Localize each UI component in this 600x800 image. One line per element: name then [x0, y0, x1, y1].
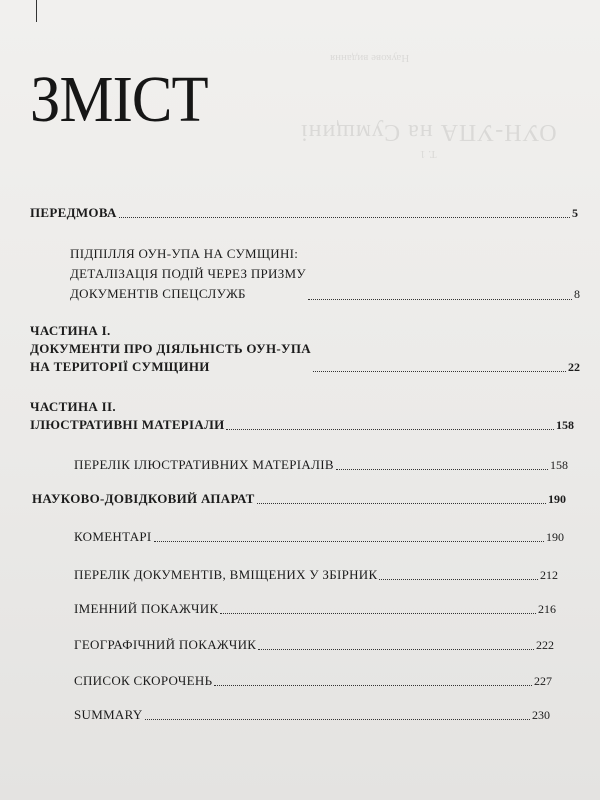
toc-page-number: 222	[536, 638, 554, 652]
toc-leader-dots	[257, 503, 546, 504]
toc-entry-label: ПЕРЕЛІК ІЛЮСТРАТИВНИХ МАТЕРІАЛІВ	[74, 457, 334, 472]
toc-leader-dots	[220, 613, 536, 614]
toc-entry-underground[interactable]	[70, 244, 580, 304]
toc-page-number: 158	[556, 418, 574, 432]
toc-entry-label: ЧАСТИНА І. ДОКУМЕНТИ ПРО ДІЯЛЬНІСТЬ ОУН-УПА НА ТЕРИТОРІЇ СУМЩИНИ	[30, 323, 311, 374]
toc-entry-label: КОМЕНТАРІ	[74, 529, 152, 544]
toc-page-number: 22	[568, 360, 580, 374]
toc-page-number: 230	[532, 708, 550, 722]
toc-entry-label: ГЕОГРАФІЧНИЙ ПОКАЖЧИК	[74, 637, 257, 652]
toc-leader-dots	[119, 217, 570, 218]
toc-entry-label: НАУКОВО-ДОВІДКОВИЙ АПАРАТ	[32, 491, 255, 506]
toc-entry-label: ПЕРЕЛІК ДОКУМЕНТІВ, ВМІЩЕНИХ У ЗБІРНИК	[74, 567, 378, 582]
toc-entry-label: SUMMARY	[74, 707, 143, 722]
toc-entry-documents-list[interactable]	[74, 566, 558, 584]
toc-page-number: 5	[572, 206, 578, 220]
toc-entry-label: ІМЕННИЙ ПОКАЖЧИК	[74, 601, 219, 616]
toc-page-number: 227	[534, 674, 552, 688]
toc-leader-dots	[214, 685, 532, 686]
toc-entry-part-1[interactable]	[30, 322, 580, 376]
bleed-through-volume: Т. 1	[420, 148, 437, 160]
toc-leader-dots	[226, 429, 554, 430]
toc-entry-label: ПЕРЕДМОВА	[30, 205, 117, 220]
page-title: ЗМІСТ	[30, 63, 208, 136]
bleed-through-title: ОУН-УПА на Сумщині	[300, 119, 557, 145]
toc-page-number: 216	[538, 602, 556, 616]
toc-page-number: 8	[574, 287, 580, 301]
toc-leader-dots	[336, 469, 548, 470]
toc-entry-label: СПИСОК СКОРОЧЕНЬ	[74, 673, 213, 688]
toc-entry-geographic-index[interactable]	[74, 636, 554, 654]
toc-entry-reference-apparatus[interactable]	[32, 490, 566, 508]
toc-entry-label: ЧАСТИНА ІІ. ІЛЮСТРАТИВНІ МАТЕРІАЛИ	[30, 399, 225, 432]
toc-leader-dots	[258, 649, 534, 650]
toc-entry-illustrations-list[interactable]	[74, 456, 568, 474]
toc-page-number: 190	[546, 530, 564, 544]
toc-entry-name-index[interactable]	[74, 600, 556, 618]
toc-entry-comments[interactable]	[74, 528, 564, 546]
toc-leader-dots	[308, 299, 572, 300]
toc-leader-dots	[154, 541, 544, 542]
toc-page-number: 190	[548, 492, 566, 506]
toc-page-number: 212	[540, 568, 558, 582]
toc-entry-part-2[interactable]	[30, 398, 574, 434]
toc-leader-dots	[313, 371, 566, 372]
toc-entry-foreword[interactable]	[30, 204, 578, 222]
toc-leader-dots	[379, 579, 538, 580]
toc-entry-summary[interactable]	[74, 706, 550, 724]
toc-page-number: 158	[550, 458, 568, 472]
bleed-through-text: Наукове видання	[330, 52, 410, 64]
toc-entry-label: ПІДПІЛЛЯ ОУН-УПА НА СУМЩИНІ: ДЕТАЛІЗАЦІЯ ПОДІЙ ЧЕРЕЗ ПРИЗМУ ДОКУМЕНТІВ СПЕЦСЛУЖБ	[70, 246, 306, 301]
toc-leader-dots	[145, 719, 530, 720]
toc-entry-abbreviations[interactable]	[74, 672, 552, 690]
